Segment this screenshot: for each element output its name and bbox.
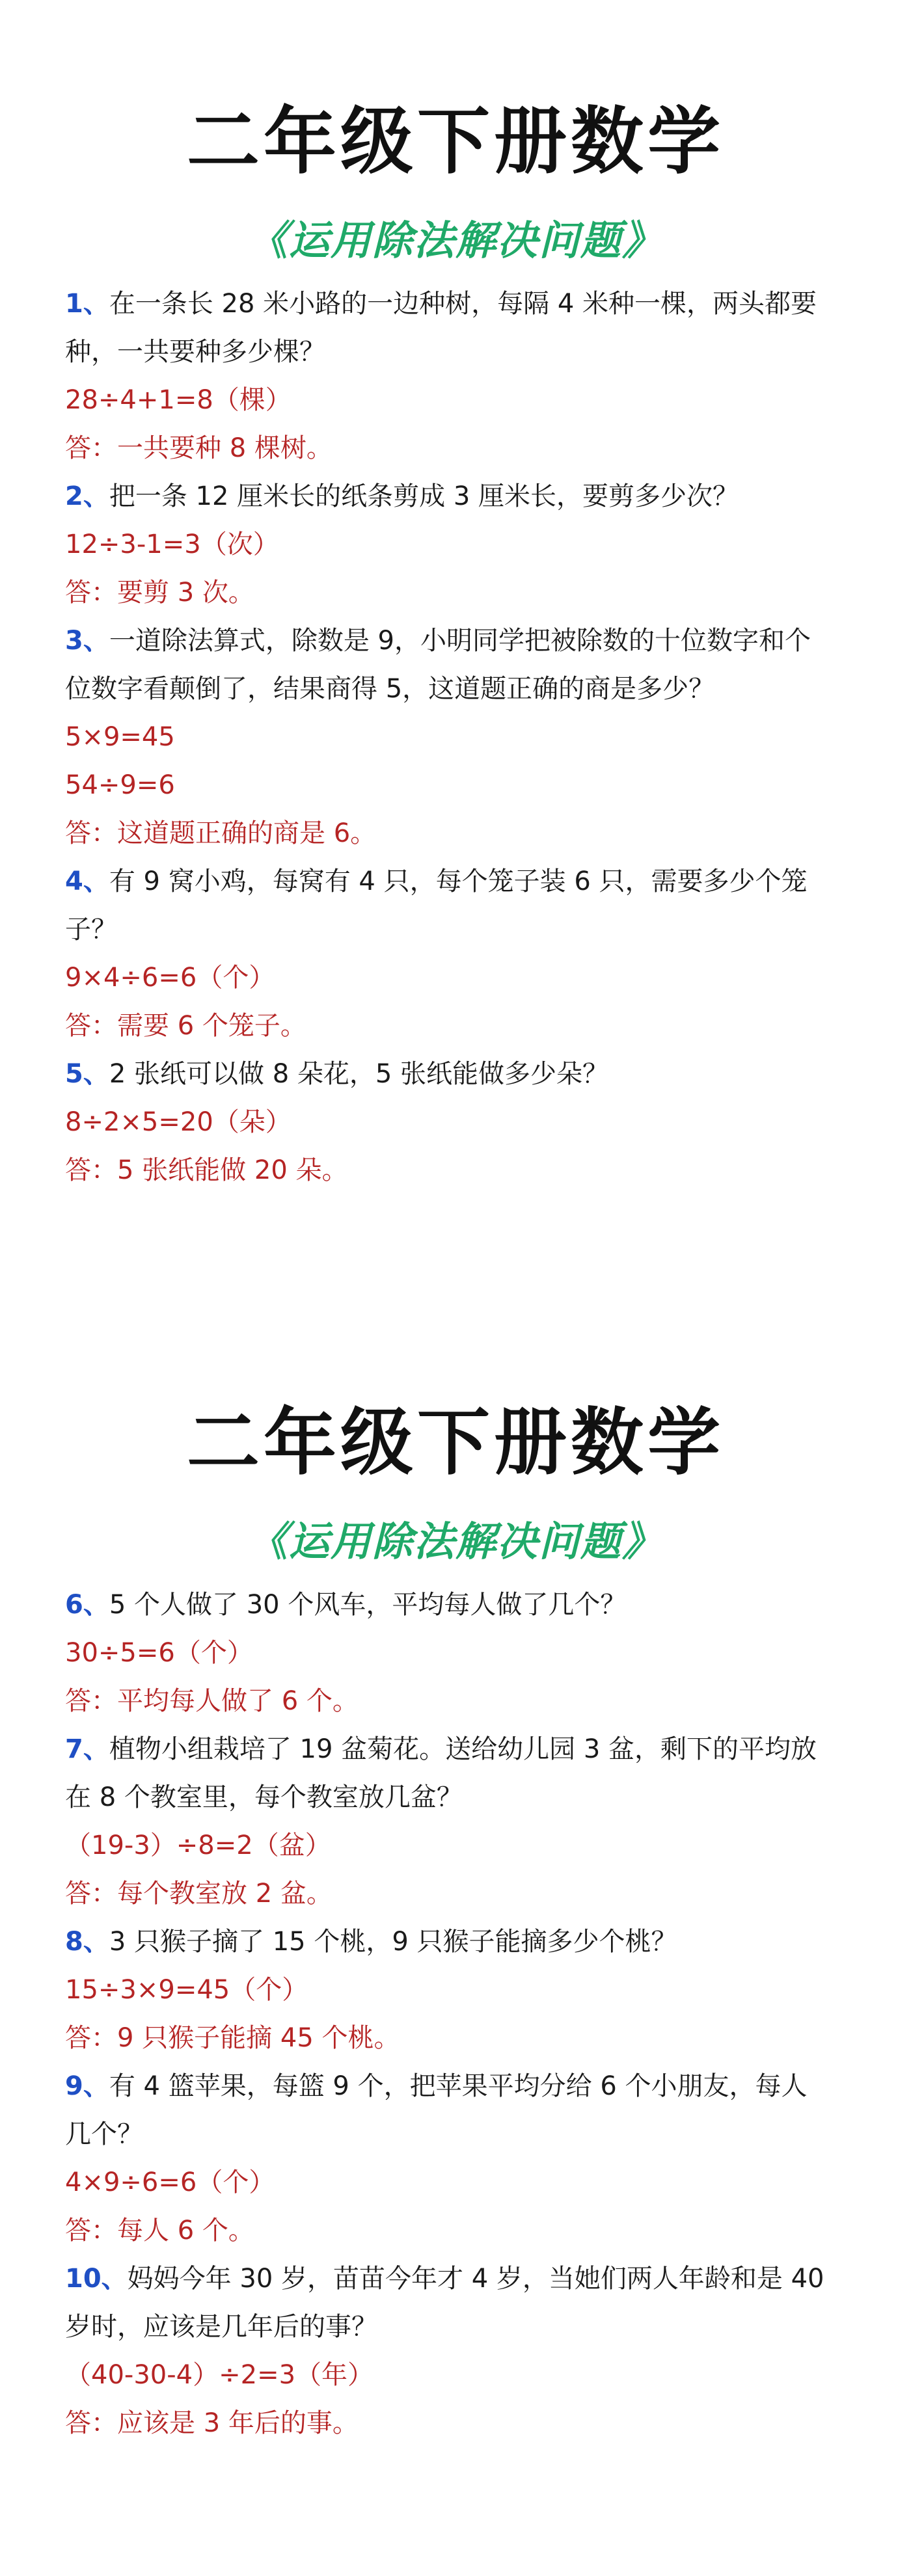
answer-line: 答：需要 6 个笼子。 <box>65 1011 306 1041</box>
question-text: 子？ <box>65 915 117 945</box>
solution-line: 28÷4+1=8（棵） <box>65 385 292 415</box>
question-text: 几个？ <box>65 2119 143 2149</box>
question-number: 9、 <box>65 2071 109 2101</box>
question-line <box>65 280 859 328</box>
question-line <box>65 1725 859 1773</box>
solution-line: 12÷3-1=3（次） <box>65 530 279 559</box>
page-title: 二年级下册数学 <box>187 1401 724 1485</box>
question-list <box>65 1581 859 2447</box>
question-text: 有 9 窝小鸡，每窝有 4 只，每个笼子装 6 只，需要多少个笼 <box>109 866 808 896</box>
question-text: 种，一共要种多少棵？ <box>65 337 325 367</box>
question-number: 7、 <box>65 1734 109 1764</box>
question-text: 在 8 个教室里，每个教室放几盆？ <box>65 1782 463 1812</box>
solution-line: 5×9=45 <box>65 722 175 752</box>
answer-line: 答：每人 6 个。 <box>65 2216 254 2246</box>
question-text: 妈妈今年 30 岁，苗苗今年才 4 岁，当她们两人年龄和是 40 <box>127 2264 824 2294</box>
question-text: 位数字看颠倒了，结果商得 5，这道题正确的商是多少？ <box>65 674 715 704</box>
question-text: 岁时，应该是几年后的事？ <box>65 2312 377 2342</box>
question-line <box>65 2110 859 2158</box>
solution-line: 54÷9=6 <box>65 770 175 800</box>
question-list <box>65 280 859 1194</box>
solution-line: 9×4÷6=6（个） <box>65 963 275 993</box>
question-text: 有 4 篮苹果，每篮 9 个，把苹果平均分给 6 个小朋友，每人 <box>109 2071 808 2101</box>
answer-line: 答：9 只猴子能摘 45 个桃。 <box>65 2023 400 2053</box>
answer-line: 答：应该是 3 年后的事。 <box>65 2408 359 2438</box>
question-line <box>65 1773 859 1821</box>
question-line <box>65 328 859 376</box>
question-line <box>65 2303 859 2351</box>
question-text: 3 只猴子摘了 15 个桃，9 只猴子能摘多少个桃？ <box>109 1927 677 1957</box>
question-number: 8、 <box>65 1927 109 1957</box>
answer-line: 答：平均每人做了 6 个。 <box>65 1686 359 1716</box>
question-number: 4、 <box>65 866 109 896</box>
answer-line: 答：一共要种 8 棵树。 <box>65 433 333 463</box>
answer-line: 答：5 张纸能做 20 朵。 <box>65 1155 348 1185</box>
question-line <box>65 857 859 906</box>
question-text: 2 张纸可以做 8 朵花，5 张纸能做多少朵？ <box>109 1059 609 1089</box>
question-number: 10、 <box>65 2264 128 2294</box>
question-text: 5 个人做了 30 个风车，平均每人做了几个？ <box>109 1590 627 1620</box>
question-number: 3、 <box>65 626 109 656</box>
solution-line: 15÷3×9=45（个） <box>65 1975 308 2005</box>
question-line <box>65 2062 859 2110</box>
question-number: 1、 <box>65 289 109 319</box>
question-number: 6、 <box>65 1590 109 1620</box>
solution-line: （19-3）÷8=2（盆） <box>65 1831 331 1860</box>
question-line <box>65 1581 859 1629</box>
question-text: 把一条 12 厘米长的纸条剪成 3 厘米长，要剪多少次？ <box>109 481 739 511</box>
page-subtitle: 《运用除法解决问题》 <box>247 1518 664 1565</box>
question-text: 在一条长 28 米小路的一边种树，每隔 4 米种一棵，两头都要 <box>109 289 817 319</box>
answer-line: 答：要剪 3 次。 <box>65 578 254 608</box>
question-line <box>65 472 859 520</box>
solution-line: 8÷2×5=20（朵） <box>65 1107 292 1137</box>
question-line <box>65 665 859 713</box>
solution-line: （40-30-4）÷2=3（年） <box>65 2360 374 2390</box>
answer-line: 答：每个教室放 2 盆。 <box>65 1879 333 1909</box>
question-line <box>65 906 859 954</box>
solution-line: 4×9÷6=6（个） <box>65 2167 275 2197</box>
question-line <box>65 1918 859 1966</box>
question-line <box>65 1050 859 1098</box>
question-text: 植物小组栽培了 19 盆菊花。送给幼儿园 3 盆，剩下的平均放 <box>109 1734 817 1764</box>
question-text: 一道除法算式，除数是 9，小明同学把被除数的十位数字和个 <box>109 626 811 656</box>
question-number: 2、 <box>65 481 109 511</box>
page-subtitle: 《运用除法解决问题》 <box>247 217 664 264</box>
question-line <box>65 2255 859 2303</box>
question-line <box>65 617 859 665</box>
question-number: 5、 <box>65 1059 109 1089</box>
solution-line: 30÷5=6（个） <box>65 1638 253 1668</box>
page-title: 二年级下册数学 <box>187 100 724 184</box>
answer-line: 答：这道题正确的商是 6。 <box>65 818 377 848</box>
